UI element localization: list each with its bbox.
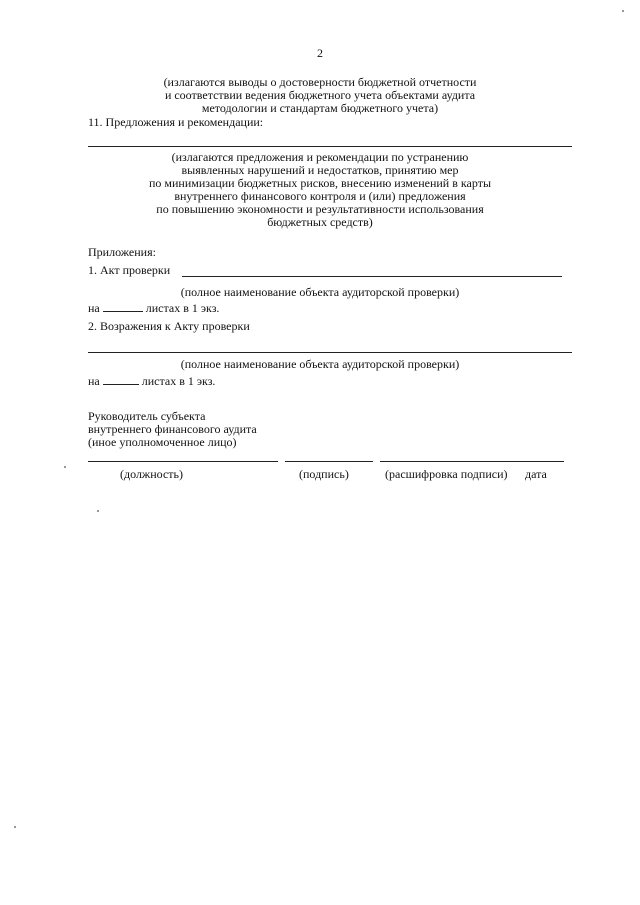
- audit-conclusions-hint-line-2: и соответствии ведения бюджетного учета объектами аудита: [164, 88, 476, 102]
- position-caption: (должность): [120, 467, 183, 481]
- sheets-count-blank: [103, 374, 139, 385]
- proposals-hint-line-1: (излагаются предложения и рекомендации по устранению: [171, 150, 469, 164]
- decoding-date-line: [380, 461, 564, 462]
- audit-conclusions-hint-line-1: (излагаются выводы о достоверности бюджетной отчетности: [163, 75, 477, 89]
- audit-conclusions-hint-line-3: методологии и стандартам бюджетного учета): [201, 101, 439, 115]
- attachment-1-object-hint: (полное наименование объекта аудиторской проверки): [180, 285, 460, 299]
- signature-line: [285, 461, 373, 462]
- proposals-hint-line-5: по повышению экономности и результативности использования: [156, 202, 484, 216]
- signer-line-1: Руководитель субъекта: [88, 409, 206, 423]
- signer-line-2: внутреннего финансового аудита: [88, 422, 257, 436]
- decoding-caption: (расшифровка подписи): [385, 467, 508, 481]
- sheets-suffix: листах в 1 экз.: [141, 374, 216, 388]
- proposals-hint-line-4: внутреннего финансового контроля и (или) предложения: [174, 189, 466, 203]
- signature-caption: (подпись): [299, 467, 349, 481]
- proposals-hint-line-2: выявленных нарушений и недостатков, принятию мер: [181, 163, 459, 177]
- attachment-2-sheets-row: [88, 374, 215, 388]
- sheets-count-blank: [103, 301, 143, 312]
- scan-speck: [97, 510, 99, 512]
- attachment-2-label: 2. Возражения к Акту проверки: [88, 319, 250, 333]
- attachments-title: Приложения:: [88, 245, 156, 259]
- section-11-title: 11. Предложения и рекомендации:: [88, 115, 264, 129]
- attachment-2-fill-line: [88, 352, 572, 353]
- sheets-prefix: на: [88, 301, 100, 315]
- attachment-1-label: 1. Акт проверки: [88, 263, 171, 277]
- signer-line-3: (иное уполномоченное лицо): [88, 435, 237, 449]
- attachment-1-sheets-row: [88, 301, 219, 315]
- proposals-fill-line: [88, 146, 572, 147]
- position-line: [88, 461, 278, 462]
- proposals-hint-line-6: бюджетных средств): [267, 215, 373, 229]
- attachment-1-fill-line: [182, 276, 562, 277]
- scan-speck: [64, 466, 66, 468]
- proposals-hint-line-3: по минимизации бюджетных рисков, внесению изменений в карты: [148, 176, 492, 190]
- date-caption: дата: [525, 467, 547, 481]
- sheets-suffix: листах в 1 экз.: [145, 301, 220, 315]
- scan-speck: [14, 826, 16, 828]
- page-number: 2: [317, 46, 323, 60]
- attachment-2-object-hint: (полное наименование объекта аудиторской проверки): [180, 357, 460, 371]
- scan-speck: [622, 10, 624, 12]
- sheets-prefix: на: [88, 374, 100, 388]
